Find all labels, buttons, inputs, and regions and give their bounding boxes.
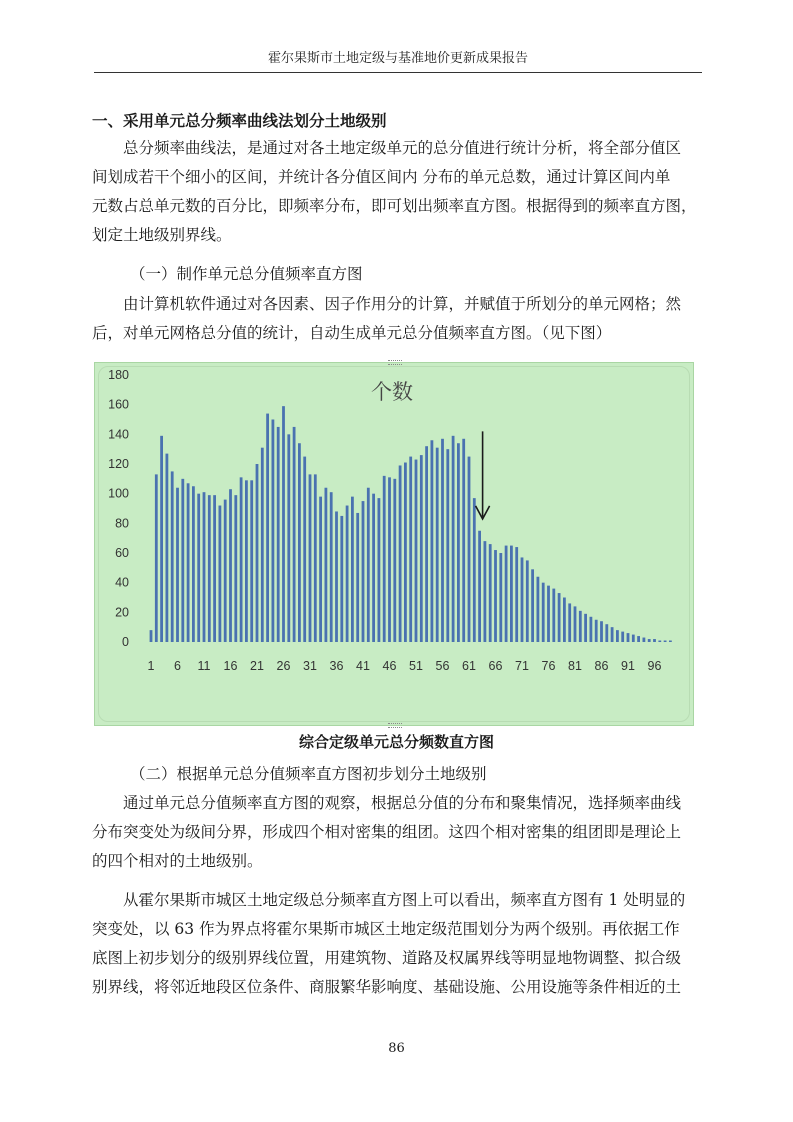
histogram-bar: [266, 414, 269, 642]
histogram-bar: [605, 624, 608, 642]
y-tick-label: 40: [115, 575, 129, 590]
histogram-bar: [558, 593, 561, 642]
histogram-bar: [367, 488, 370, 642]
para3-line-3: 底图上初步划分的级别界线位置，用建筑物、道路及权属界线等明显地物调整、拟合级: [92, 949, 682, 967]
histogram-bar: [378, 498, 381, 642]
histogram-bar: [510, 546, 513, 642]
y-tick-label: 120: [108, 457, 129, 471]
histogram-bar: [420, 455, 423, 642]
histogram-bar: [648, 639, 651, 642]
histogram-chart: [95, 363, 695, 727]
histogram-bar: [425, 446, 428, 642]
histogram-bar: [595, 620, 598, 642]
histogram-bar: [197, 494, 200, 642]
histogram-bar: [579, 611, 582, 642]
intro-line-1: 总分频率曲线法，是通过对各土地定级单元的总分值进行统计分析，将全部分值区: [123, 139, 682, 157]
histogram-bar: [590, 617, 593, 642]
histogram-bar: [250, 480, 253, 642]
histogram-bar: [351, 497, 354, 642]
histogram-bar: [240, 477, 243, 642]
histogram-bar: [468, 457, 471, 642]
histogram-bar: [256, 464, 259, 642]
histogram-bar: [489, 544, 492, 642]
histogram-bar: [155, 474, 158, 642]
histogram-figure: [94, 362, 694, 726]
histogram-bar: [621, 632, 624, 642]
x-tick-label: 31: [303, 659, 317, 673]
histogram-bar: [643, 638, 646, 642]
histogram-bar: [187, 483, 190, 642]
x-tick-label: 56: [435, 659, 450, 673]
histogram-bar: [600, 621, 603, 642]
histogram-bar: [234, 495, 237, 642]
histogram-bar: [362, 501, 365, 642]
histogram-bar: [272, 420, 275, 643]
histogram-bar: [547, 586, 550, 642]
histogram-bar: [627, 633, 630, 642]
histogram-bar: [166, 454, 169, 642]
histogram-bar: [330, 492, 333, 642]
y-tick-label: 100: [108, 486, 129, 501]
histogram-bar: [526, 560, 529, 642]
x-tick-label: 66: [488, 659, 503, 673]
histogram-bar: [261, 448, 264, 642]
histogram-bar: [171, 471, 174, 642]
section-heading: 一、采用单元总分频率曲线法划分土地级别: [92, 112, 387, 130]
sub2-line-1: 通过单元总分值频率直方图的观察，根据总分值的分布和聚集情况，选择频率曲线: [123, 794, 682, 812]
histogram-bar: [452, 436, 455, 642]
y-tick-label: 80: [115, 516, 129, 531]
x-tick-label: 86: [594, 659, 609, 673]
histogram-bar: [245, 480, 248, 642]
y-tick-label: 180: [108, 368, 129, 382]
intro-line-4: 划定土地级别界线。: [92, 226, 232, 244]
histogram-bar: [192, 486, 195, 642]
histogram-bar: [150, 630, 153, 642]
histogram-bar: [568, 603, 571, 642]
histogram-bar: [616, 630, 619, 642]
histogram-bar: [637, 636, 640, 642]
histogram-bar: [383, 476, 386, 642]
para3-line-4: 别界线，将邻近地段区位条件、商服繁华影响度、基础设施、公用设施等条件相近的土: [92, 978, 682, 996]
intro-line-2: 间划成若干个细小的区间，并统计各分值区间内 分布的单元总数，通过计算区间内单: [92, 168, 671, 186]
histogram-bar: [399, 465, 402, 642]
histogram-bar: [611, 627, 614, 642]
chart-title: 个数: [371, 380, 413, 404]
histogram-bar: [584, 614, 587, 642]
histogram-bar: [542, 583, 545, 642]
para3-line-2: 突变处，以 63 作为界点将霍尔果斯市城区土地定级范围划分为两个级别。再依据工作: [92, 920, 680, 938]
histogram-bar: [335, 511, 338, 642]
x-tick-label: 51: [409, 659, 423, 673]
page-number: 86: [388, 1041, 405, 1056]
y-tick-label: 60: [115, 546, 129, 560]
histogram-bar: [494, 550, 497, 642]
histogram-bar: [213, 495, 216, 642]
page-header: 霍尔果斯市土地定级与基准地价更新成果报告: [267, 51, 528, 66]
y-tick-label: 20: [115, 605, 129, 620]
y-tick-label: 0: [122, 635, 129, 649]
histogram-bar: [515, 547, 518, 642]
x-tick-label: 26: [276, 659, 291, 673]
histogram-bar: [658, 641, 661, 642]
histogram-bar: [521, 557, 524, 642]
histogram-bar: [669, 641, 672, 642]
histogram-bar: [287, 434, 290, 642]
histogram-bar: [499, 553, 502, 642]
histogram-bar: [415, 460, 418, 642]
histogram-bar: [388, 477, 391, 642]
x-tick-label: 41: [356, 659, 370, 673]
histogram-bar: [372, 494, 375, 642]
histogram-bar: [404, 463, 407, 642]
x-tick-label: 81: [568, 659, 582, 673]
sub1-line-2: 后，对单元网格总分值的统计，自动生成单元总分值频率直方图。（见下图）: [92, 324, 612, 342]
x-tick-label: 71: [515, 659, 529, 673]
histogram-bar: [653, 639, 656, 642]
histogram-bar: [436, 448, 439, 642]
x-tick-label: 11: [197, 659, 211, 673]
x-tick-label: 16: [223, 659, 238, 673]
histogram-bar: [277, 427, 280, 642]
histogram-bar: [325, 488, 328, 642]
histogram-bar: [346, 506, 349, 642]
histogram-bar: [563, 598, 566, 643]
histogram-bar: [298, 443, 301, 642]
x-tick-label: 21: [250, 659, 264, 673]
histogram-bar: [537, 577, 540, 642]
x-tick-label: 61: [462, 659, 476, 673]
histogram-bar: [309, 474, 312, 642]
histogram-bar: [176, 488, 179, 642]
histogram-bar: [303, 457, 306, 642]
histogram-bar: [552, 589, 555, 642]
histogram-bar: [208, 495, 211, 642]
subsection-2-title: （二）根据单元总分值频率直方图初步划分土地级别: [130, 765, 487, 783]
y-tick-label: 160: [108, 397, 129, 412]
figure-caption: 综合定级单元总分频数直方图: [298, 733, 494, 751]
histogram-bar: [473, 498, 476, 642]
x-tick-label: 46: [382, 659, 397, 673]
histogram-bar: [664, 641, 667, 642]
x-tick-label: 96: [647, 659, 662, 673]
histogram-bar: [314, 474, 317, 642]
histogram-bar: [431, 440, 434, 642]
histogram-bar: [356, 513, 359, 642]
histogram-bar: [293, 427, 296, 642]
sub2-line-3: 的四个相对的土地级别。: [92, 852, 263, 870]
histogram-bar: [340, 516, 343, 642]
para3-line-1: 从霍尔果斯市城区土地定级总分频率直方图上可以看出，频率直方图有 1 处明显的: [123, 891, 686, 909]
histogram-bar: [160, 436, 163, 642]
histogram-bar: [457, 443, 460, 642]
x-tick-label: 76: [541, 659, 556, 673]
x-tick-label: 36: [329, 659, 344, 673]
sub1-line-1: 由计算机软件通过对各因素、因子作用分的计算，并赋值于所划分的单元网格；然: [123, 295, 682, 313]
histogram-bar: [462, 439, 465, 642]
histogram-bar: [632, 635, 635, 642]
header-divider: [94, 72, 702, 73]
histogram-bar: [219, 506, 222, 642]
histogram-bar: [224, 500, 227, 642]
histogram-bar: [203, 492, 206, 642]
y-tick-label: 140: [108, 427, 129, 442]
subsection-1-title: （一）制作单元总分值频率直方图: [130, 265, 363, 283]
histogram-bar: [478, 531, 481, 642]
histogram-bar: [282, 406, 285, 642]
histogram-bar: [181, 479, 184, 642]
histogram-bar: [505, 546, 508, 642]
histogram-bar: [574, 606, 577, 642]
sub2-line-2: 分布突变处为级间分界，形成四个相对密集的组团。这四个相对密集的组团即是理论上: [92, 823, 682, 841]
x-tick-label: 91: [621, 659, 635, 673]
histogram-bar: [229, 489, 232, 642]
x-tick-label: 1: [147, 659, 155, 673]
histogram-bar: [393, 479, 396, 642]
histogram-bar: [319, 497, 322, 642]
intro-line-3: 元数占总单元数的百分比，即频率分布，即可划出频率直方图。根据得到的频率直方图，: [92, 197, 697, 215]
histogram-bar: [484, 541, 487, 642]
histogram-bar: [531, 569, 534, 642]
histogram-bar: [441, 439, 444, 642]
x-tick-label: 6: [174, 659, 181, 673]
histogram-bar: [409, 457, 412, 642]
histogram-bar: [446, 449, 449, 642]
